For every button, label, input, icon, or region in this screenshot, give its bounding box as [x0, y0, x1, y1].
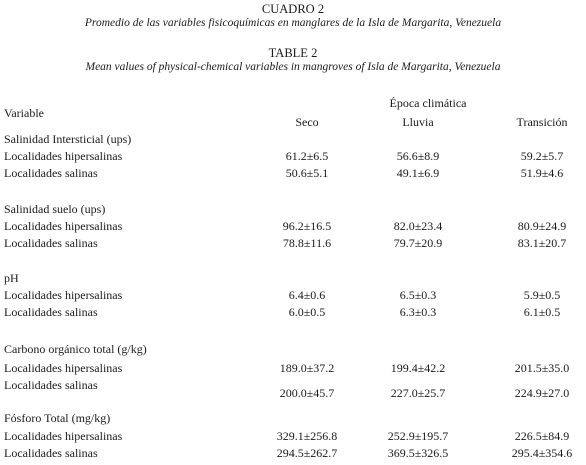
cell-lluvia: 199.4±42.2	[390, 361, 446, 375]
cell-transicion: 59.2±5.7	[520, 149, 564, 163]
header-season-group: Época climática	[389, 96, 467, 110]
header-variable: Variable	[4, 106, 44, 120]
cell-transicion: 5.9±0.5	[523, 288, 561, 302]
cell-lluvia: 227.0±25.7	[390, 386, 446, 400]
row-label: Localidades hipersalinas	[4, 429, 123, 443]
table-caption: Mean values of physical-chemical variables in mangroves of Isla de Margarita, Venezuela	[85, 61, 501, 73]
cell-seco: 329.1±256.8	[276, 429, 338, 443]
header-lluvia: Lluvia	[402, 115, 434, 129]
row-label: Localidades salinas	[4, 236, 98, 250]
cell-transicion: 295.4±354.6	[511, 446, 573, 460]
cell-seco: 6.4±0.6	[288, 288, 326, 302]
cell-transicion: 201.5±35.0	[514, 361, 570, 375]
row-label: Localidades hipersalinas	[4, 219, 123, 233]
section-title: Salinidad Intersticial (ups)	[4, 132, 132, 146]
cell-transicion: 226.5±84.9	[514, 429, 570, 443]
cuadro-caption: Promedio de las variables fisicoquímicas en manglares de la Isla de Margarita, Venezuela	[84, 17, 502, 29]
table-title: TABLE 2	[268, 46, 318, 60]
section-title: Fósforo Total (mg/kg)	[4, 411, 111, 425]
cell-seco: 96.2±16.5	[282, 219, 332, 233]
cell-seco: 61.2±6.5	[285, 149, 329, 163]
row-label: Localidades salinas	[4, 305, 98, 319]
row-label: Localidades hipersalinas	[4, 149, 123, 163]
row-label: Localidades salinas	[4, 446, 98, 460]
cell-seco: 50.6±5.1	[285, 166, 329, 180]
row-label: Localidades hipersalinas	[4, 288, 123, 302]
section-title: Salinidad suelo (ups)	[4, 202, 106, 216]
cell-seco: 200.0±45.7	[279, 386, 335, 400]
cell-seco: 6.0±0.5	[288, 305, 326, 319]
cell-lluvia: 82.0±23.4	[393, 219, 443, 233]
section-title: pH	[4, 271, 19, 285]
header-transicion: Transición	[516, 115, 568, 129]
cell-seco: 189.0±37.2	[279, 361, 335, 375]
cell-seco: 294.5±262.7	[276, 446, 338, 460]
cell-lluvia: 79.7±20.9	[393, 236, 443, 250]
cell-seco: 78.8±11.6	[282, 236, 332, 250]
section-title: Carbono orgánico total (g/kg)	[4, 342, 147, 356]
cell-lluvia: 6.5±0.3	[399, 288, 437, 302]
cell-transicion: 6.1±0.5	[523, 305, 561, 319]
cell-transicion: 224.9±27.0	[514, 386, 570, 400]
cell-transicion: 80.9±24.9	[517, 219, 567, 233]
cell-transicion: 51.9±4.6	[520, 166, 564, 180]
row-label: Localidades salinas	[4, 378, 98, 392]
cell-lluvia: 6.3±0.3	[399, 305, 437, 319]
cell-lluvia: 252.9±195.7	[387, 429, 449, 443]
row-label: Localidades salinas	[4, 166, 98, 180]
row-label: Localidades hipersalinas	[4, 361, 123, 375]
cell-lluvia: 56.6±8.9	[396, 149, 440, 163]
cell-lluvia: 49.1±6.9	[396, 166, 440, 180]
cell-transicion: 83.1±20.7	[517, 236, 567, 250]
header-seco: Seco	[295, 115, 319, 129]
cuadro-title: CUADRO 2	[261, 2, 325, 16]
cell-lluvia: 369.5±326.5	[387, 446, 449, 460]
